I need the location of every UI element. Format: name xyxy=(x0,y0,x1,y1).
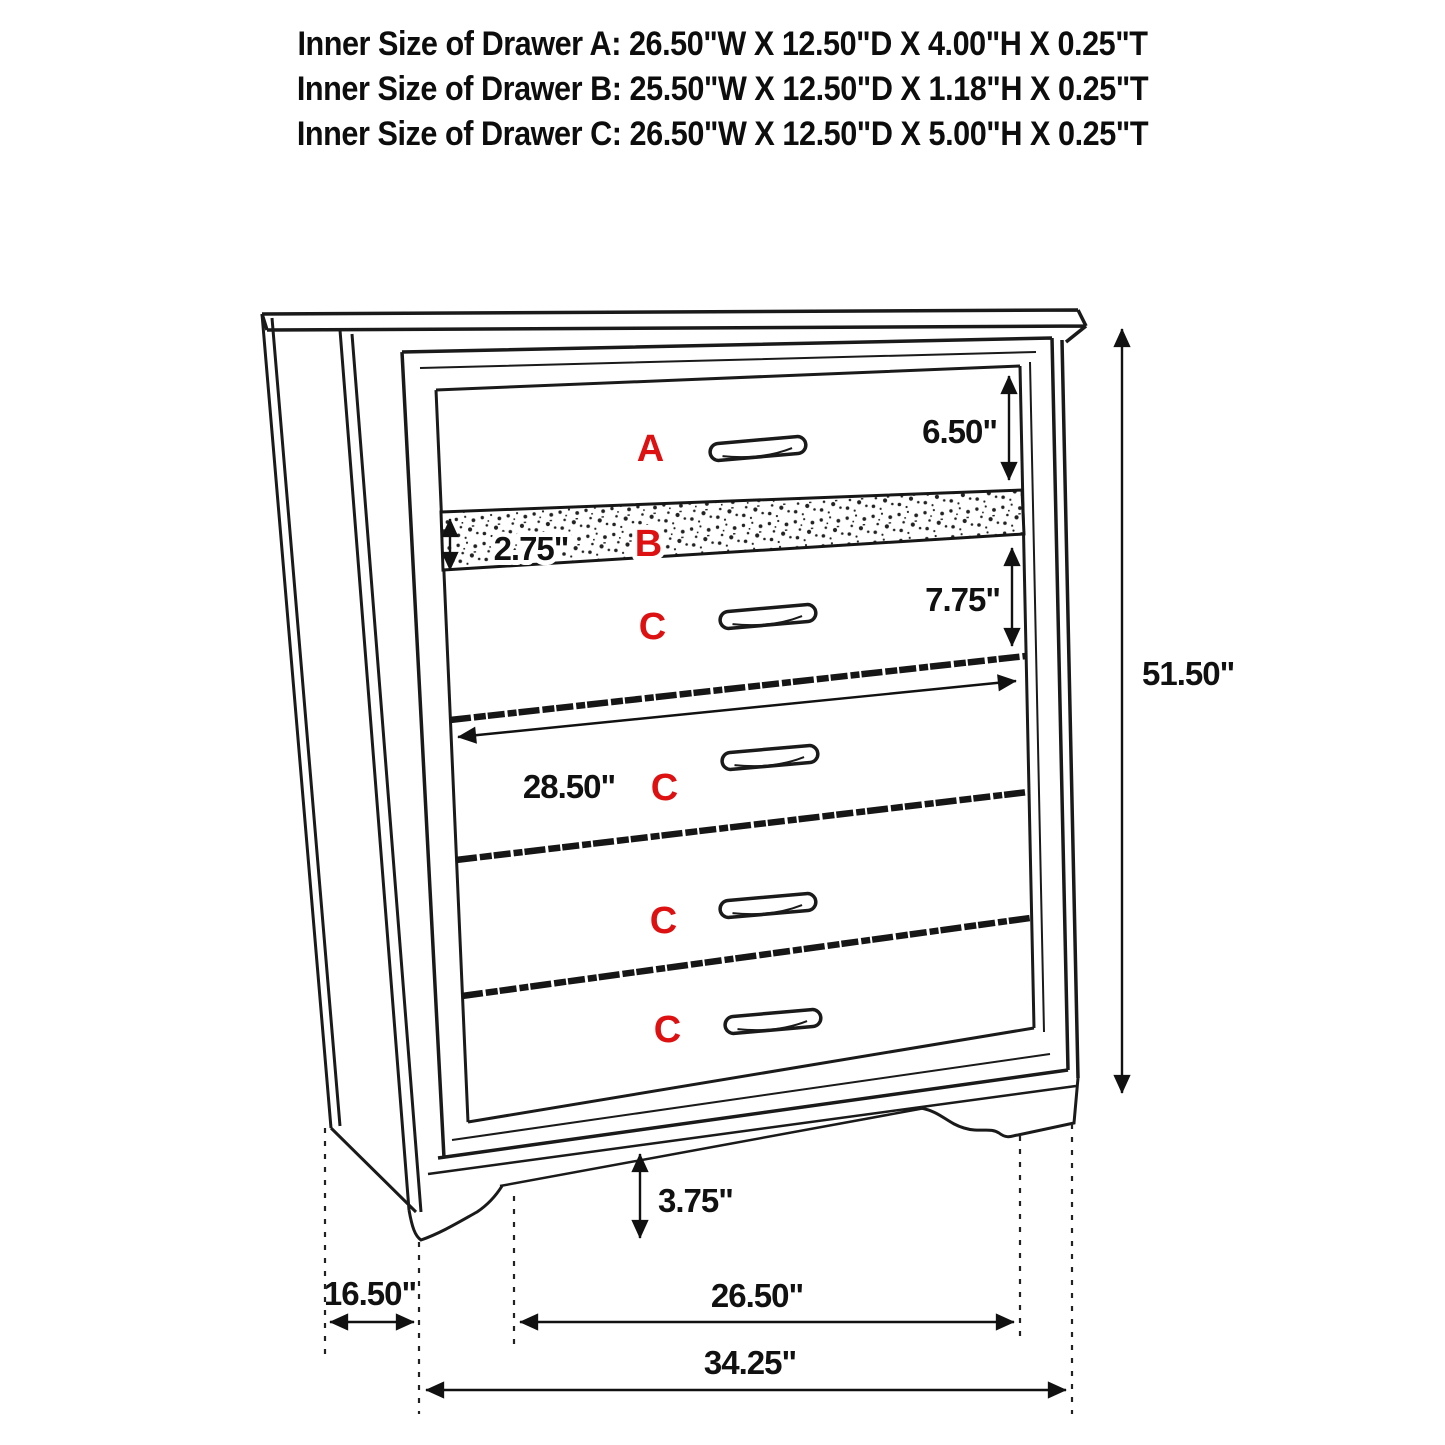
drawer-a-label: A xyxy=(636,428,664,470)
front-frame-inner-opening xyxy=(436,366,1034,1122)
drawer-a-size-line: Inner Size of Drawer A: 26.50"W X 12.50"D X 4.00"H X 0.25"T xyxy=(297,25,1148,63)
drawer-c1-label: C xyxy=(638,606,666,648)
top-slab-outline xyxy=(262,310,1086,342)
dim-label-opening-width: 26.50" xyxy=(710,1277,804,1314)
drawer-c3-label: C xyxy=(649,900,677,942)
dim-label-overall-width: 34.25" xyxy=(703,1344,797,1381)
left-side-panel-outline xyxy=(262,314,421,1212)
dashed-extension-lines xyxy=(325,1124,1072,1414)
drawer-c2-handle-icon xyxy=(721,745,818,770)
front-frame-outer-outline xyxy=(402,338,1078,1158)
drawer-c1-handle-icon xyxy=(719,604,816,629)
drawer-c4-label: C xyxy=(653,1009,681,1051)
dim-label-side-depth: 16.50" xyxy=(323,1275,417,1312)
dim-label-drawer-inner-width: 28.50" xyxy=(522,768,616,805)
dim-label-tray-b-height: 2.75" xyxy=(493,530,569,567)
dim-label-overall-height: 51.50" xyxy=(1142,655,1235,692)
dim-label-drawer-a-height: 6.50" xyxy=(922,413,997,450)
drawer-c3-handle-icon xyxy=(719,893,816,918)
dim-label-foot-height: 3.75" xyxy=(658,1182,733,1219)
dim-label-drawer-c-height: 7.75" xyxy=(925,581,1000,618)
drawer-c-size-line: Inner Size of Drawer C: 26.50"W X 12.50"D X 5.00"H X 0.25"T xyxy=(296,115,1149,153)
base-molding-lines xyxy=(428,1086,1076,1186)
left-bracket-foot xyxy=(409,1186,502,1240)
drawer-b-size-line: Inner Size of Drawer B: 25.50"W X 12.50"D X 1.18"H X 0.25"T xyxy=(296,70,1149,108)
drawer-c4-handle-icon xyxy=(724,1009,821,1034)
drawer-divider-bands xyxy=(450,656,1030,996)
drawer-a-handle-icon xyxy=(709,436,806,461)
drawer-c2-label: C xyxy=(650,767,678,809)
drawer-b-label: B xyxy=(634,523,662,565)
